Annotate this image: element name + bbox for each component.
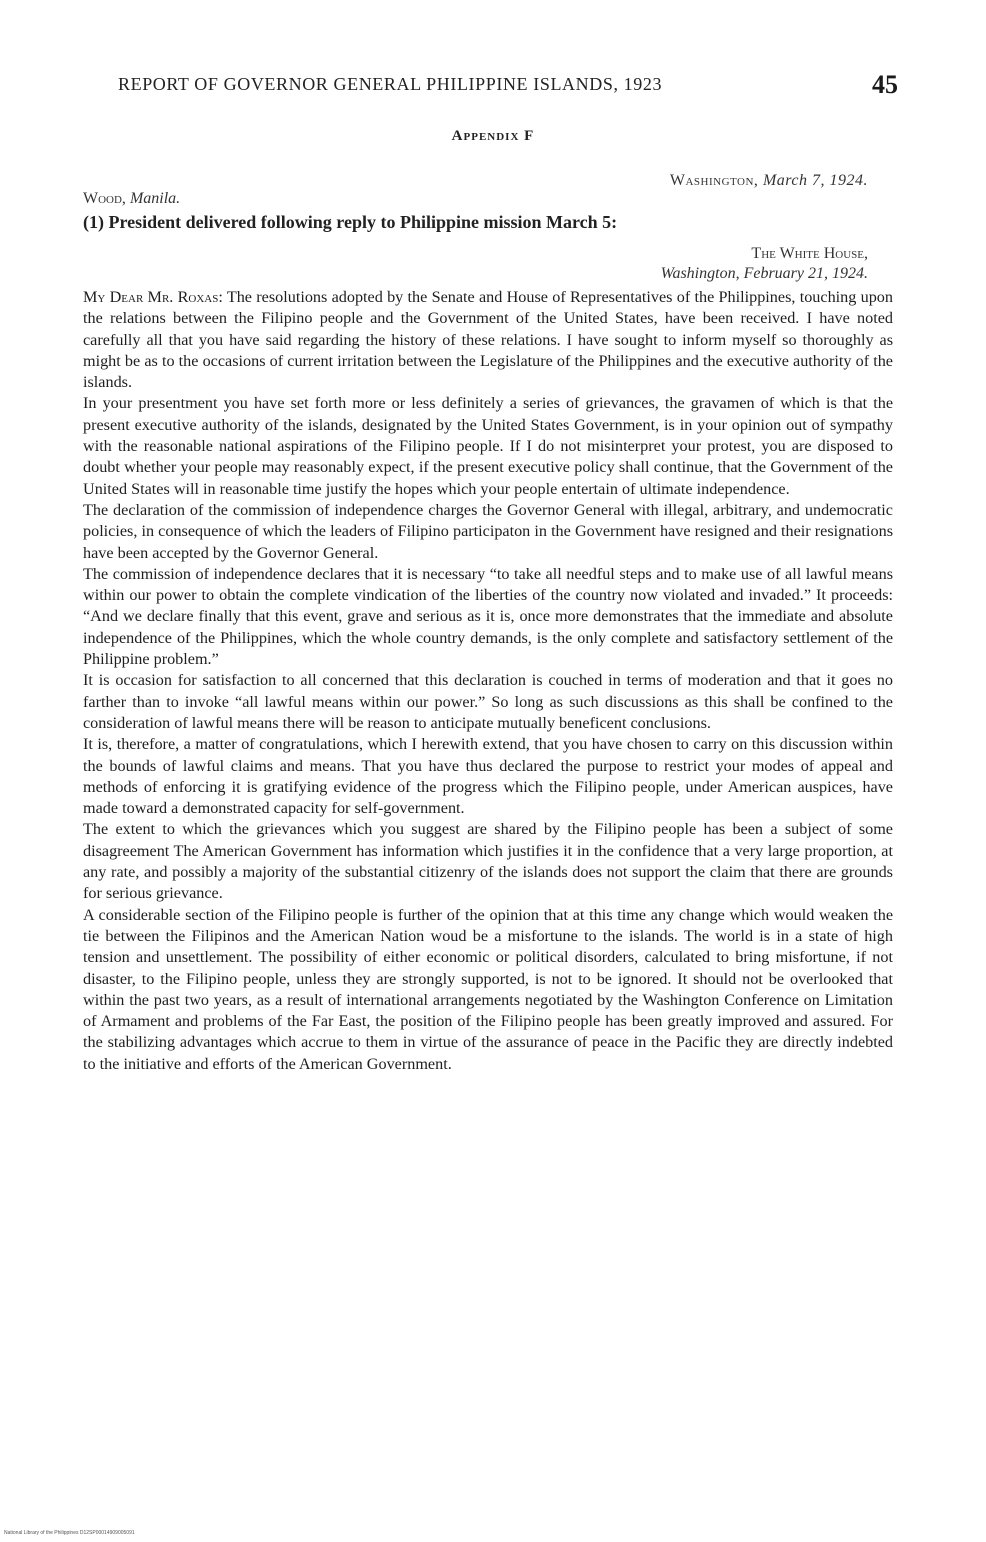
paragraph: A considerable section of the Filipino people is further of the opinion that at this time any change which would weaken the tie between the Filipinos and the American Nation woud be a misfortune to the islands. The world is in a state of high tension and unsettlement. The possibility of either economic or political disorders, calculated to bring misfortune, if not disaster, to the Filipino people, unless they are strongly supported, is not to be ignored. It should not be overlooked that within the past two years, as a result of international arrangements negotiated by the Washington Conference on Limitation of Armament and problems of the Far East, the position of the Filipino people has been greatly improved and assured. For the stabilizing advantages which accrue to them in virtue of the assurance of peace in the Pacific they are directly indebted to the initiative and efforts of the American Government. xyxy=(83,905,893,1073)
dateline-place: Washington, xyxy=(669,172,759,189)
paragraph: In your presentment you have set forth more or less definitely a series of grievances, the gravamen of which is that the present executive authority of the islands, designated by the United States Government, is in your opinion out of sympathy with the reasonable national aspirations of the Filipino people. If I do not misinterpret your protest, you are disposed to doubt whether your people may reasonably expect, if the present executive policy shall continue, that the Government of the United States will in reasonable time justify the hopes which your people entertain of ultimate independence. xyxy=(83,394,893,498)
page-number: 45 xyxy=(872,70,898,99)
sender-line-1: The White House, xyxy=(751,245,868,262)
paragraph-text: The resolutions adopted by the Senate and House of Representatives of the Philippines, touching upon the relations between the Filipino people and the Government of the United States, have been received. I have noted carefully all that you have said regarding the history of these relations. I have sought to inform myself so thoroughly as might be as to the occasions of current irritation between the Legislature of the Philippines and the executive authority of the islands. xyxy=(83,288,893,392)
salutation: My Dear Mr. Roxas: xyxy=(83,288,223,306)
paragraph: It is, therefore, a matter of congratulations, which I herewith extend, that you have chosen to carry on this discussion within the bounds of lawful claims and means. That you have thus declared the purpose to restrict your modes of appeal and methods of enforcing it is gratifying evidence of the progress which the Filipino people, under American auspices, have made toward a demonstrated capacity for self-government. xyxy=(83,735,893,818)
addressee-place: Manila. xyxy=(129,190,181,207)
paragraph: The extent to which the grievances which you suggest are shared by the Filipino people has been a subject of some disagreement The American Government has information which justifies it in the confidence that a very large proportion, at any rate, and possibly a majority of the substantial citizenry of the islands does not support the claim that there are grounds for serious grievance. xyxy=(83,820,893,903)
sender-block xyxy=(661,244,868,284)
sender-line-2: Washington, February 21, 1924. xyxy=(660,265,868,282)
addressee xyxy=(83,190,180,208)
paragraph: The declaration of the commission of independence charges the Governor General with illegal, arbitrary, and undemocratic policies, in consequence of which the leaders of Filipino participaton in the Government have resigned and their resignations have been accepted by the Governor General. xyxy=(83,500,893,562)
paragraph xyxy=(83,287,893,393)
archive-footer: National Library of the Philippines D12SP00014909005091 xyxy=(4,1530,135,1536)
running-head: REPORT OF GOVERNOR GENERAL PHILIPPINE ISLANDS, 1923 xyxy=(118,74,663,94)
letter-body xyxy=(83,287,893,1075)
paragraph: It is occasion for satisfaction to all concerned that this declaration is couched in terms of moderation and that it goes no farther than to invoke “all lawful means within our power.” So long as such discussions as this shall be confined to the consideration of lawful means there will be reason to anticipate mutually beneficent conclusions. xyxy=(83,671,893,732)
intro-line: (1) President delivered following reply to Philippine mission March 5: xyxy=(83,212,618,232)
page-header xyxy=(118,70,898,110)
dateline xyxy=(670,172,868,190)
dateline-date: March 7, 1924. xyxy=(762,172,868,189)
appendix-title: Appendix F xyxy=(451,128,535,144)
addressee-name: Wood, xyxy=(83,190,126,207)
paragraph: The commission of independence declares that it is necessary “to take all needful steps and to make use of all lawful means within our power to obtain the complete vindication of the liberties of the country now violated and invaded.” It proceeds: “And we declare finally that this event, grave and serious as it is, once more demonstrates that the immediate and absolute independence of the Philippines, which the whole country demands, is the only complete and satisfactory settlement of the Philippine problem.” xyxy=(83,564,893,669)
